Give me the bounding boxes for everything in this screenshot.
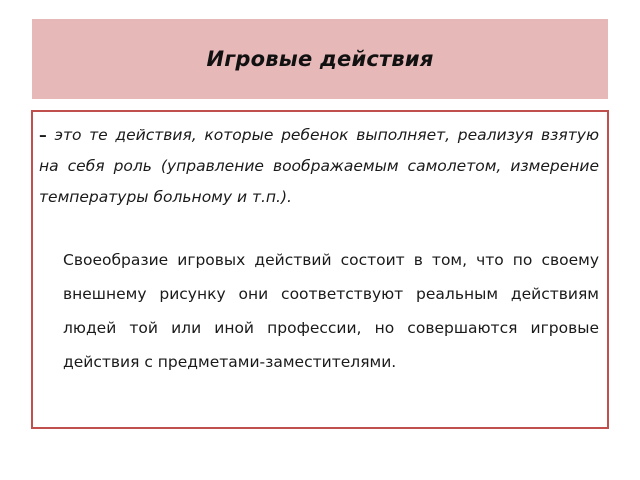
description-paragraph: Своеобразие игровых действий состоит в том, что по своему внешнему рисунку они соответствуют реальным действиям людей той или иной профессии, но совершаются игровые действия с предметами-заместителями. bbox=[63, 251, 599, 371]
definition-dash: – bbox=[39, 126, 47, 144]
title-bar bbox=[32, 19, 608, 99]
content-box bbox=[31, 110, 609, 429]
definition-paragraph bbox=[39, 120, 599, 213]
definition-text: это те действия, которые ребенок выполняет, реализуя взятую на себя роль (управление воображаемым самолетом, измерение температуры больному и т.п.). bbox=[39, 126, 599, 206]
slide-title: Игровые действия bbox=[206, 47, 434, 71]
